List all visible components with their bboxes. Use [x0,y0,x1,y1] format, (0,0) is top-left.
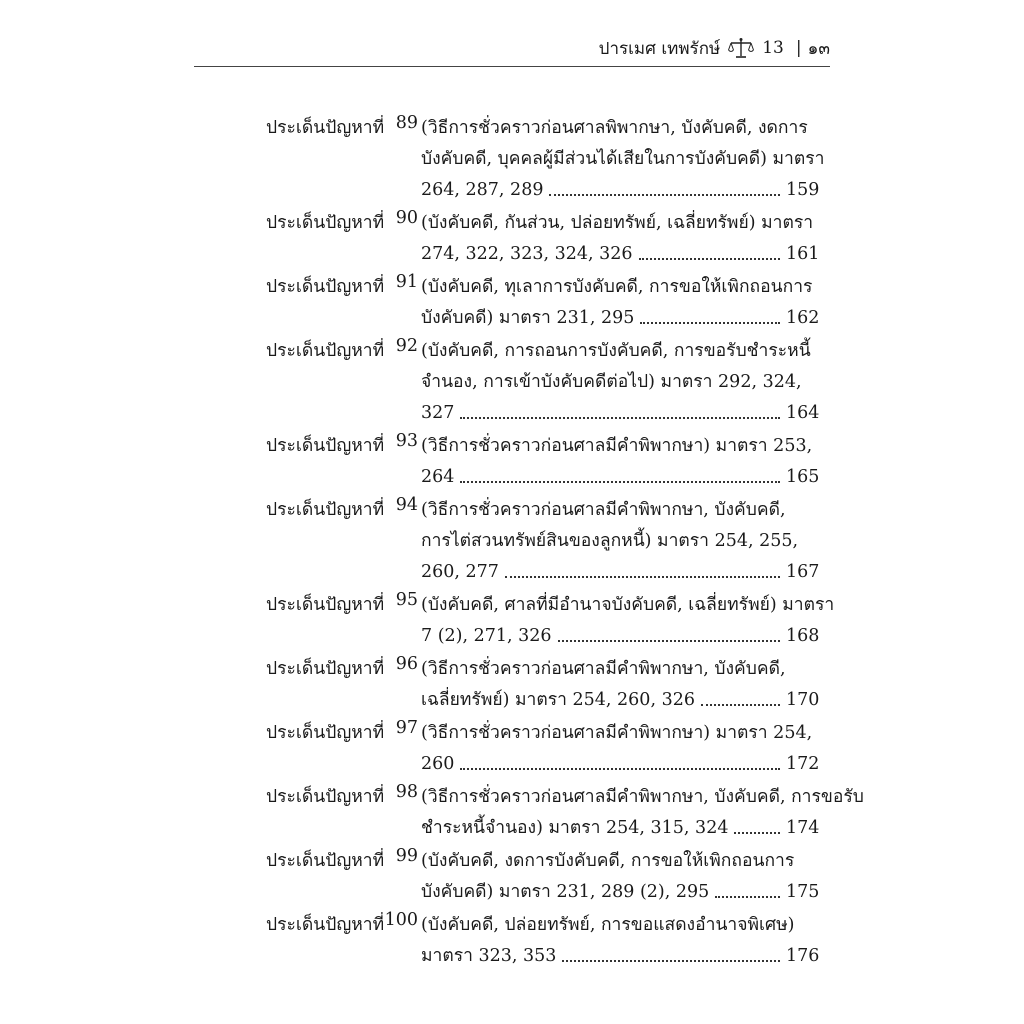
description-text: 260 [421,754,455,774]
dot-leader [640,303,780,324]
toc-list [266,113,864,974]
issue-description [421,718,818,780]
description-line [421,208,818,239]
description-text: 260, 277 [421,562,499,582]
page-reference: 172 [786,754,820,774]
issue-description [421,208,818,270]
description-text: (วิธีการชั่วคราวก่อนศาลมีคำพิพากษา, บังคับคดี, การขอรับ [421,787,864,807]
description-line [421,718,818,749]
issue-label: ประเด็นปัญหาที่ [266,500,385,520]
description-text: (วิธีการชั่วคราวก่อนศาลมีคำพิพากษา, บังคับคดี, [421,659,786,679]
description-line [421,431,818,462]
description-text: (บังคับคดี, ศาลที่มีอำนาจบังคับคดี, เฉลี่ยทรัพย์) มาตรา [421,595,835,615]
description-line [421,272,818,303]
description-line [421,846,818,877]
issue-description [421,336,818,429]
issue-number: 91 [395,272,418,292]
toc-entry [266,910,818,972]
dot-leader [701,685,780,706]
issue-description [421,782,864,844]
issue-label: ประเด็นปัญหาที่ [266,341,385,361]
description-text: 264, 287, 289 [421,180,544,200]
page-reference: 159 [786,180,820,200]
toc-entry [266,495,818,588]
page-reference: 175 [786,882,820,902]
page-reference: 164 [786,403,820,423]
issue-number: 99 [395,846,418,866]
issue-number: 94 [395,495,418,515]
issue-description [421,846,818,908]
toc-entry [266,718,818,780]
description-line [421,813,818,844]
description-line [421,144,825,175]
issue-label: ประเด็นปัญหาที่ [266,915,385,935]
description-text: บังคับคดี) มาตรา 231, 289 (2), 295 [421,882,710,902]
dot-leader [715,877,780,898]
issue-label: ประเด็นปัญหาที่ [266,436,385,456]
page-reference: 165 [786,467,820,487]
toc-entry [266,113,825,206]
description-line [421,749,818,780]
description-text: (วิธีการชั่วคราวก่อนศาลมีคำพิพากษา, บังคับคดี, [421,500,786,520]
description-line [421,621,818,652]
issue-label: ประเด็นปัญหาที่ [266,595,385,615]
dot-leader [460,398,780,419]
description-line [421,336,818,367]
description-text: มาตรา 323, 353 [421,946,557,966]
description-text: (บังคับคดี, ทุเลาการบังคับคดี, การขอให้เพิกถอนการ [421,277,813,297]
description-line [421,526,818,557]
issue-description [421,272,818,334]
issue-number: 96 [395,654,418,674]
toc-entry [266,431,818,493]
issue-label: ประเด็นปัญหาที่ [266,851,385,871]
dot-leader [734,813,780,834]
issue-number: 100 [384,910,418,930]
page-number: 13 [762,38,784,58]
scales-of-justice-icon [728,37,754,59]
description-line [421,113,818,144]
toc-entry [266,336,818,429]
page-reference: 174 [786,818,820,838]
dot-leader [562,941,780,962]
description-line [421,303,818,334]
description-text: (วิธีการชั่วคราวก่อนศาลมีคำพิพากษา) มาตรา 254, [421,723,813,743]
description-line [421,462,818,493]
page-reference: 170 [786,690,820,710]
page-reference: 168 [786,626,820,646]
description-text: จำนอง, การเข้าบังคับคดีต่อไป) มาตรา 292, 324, [421,372,802,392]
description-line [421,590,835,621]
issue-label: ประเด็นปัญหาที่ [266,118,385,138]
description-text: (วิธีการชั่วคราวก่อนศาลพิพากษา, บังคับคดี, งดการ [421,118,808,138]
description-line [421,910,818,941]
page-reference: 162 [786,308,820,328]
issue-label: ประเด็นปัญหาที่ [266,659,385,679]
description-line [421,654,818,685]
description-text: (บังคับคดี, การถอนการบังคับคดี, การขอรับชำระหนี้ [421,341,811,361]
description-text: การไต่สวนทรัพย์สินของลูกหนี้) มาตรา 254, 255, [421,531,799,551]
issue-number: 89 [395,113,418,133]
dot-leader [639,239,780,260]
page-header [194,30,830,67]
dot-leader [549,175,780,196]
description-text: (วิธีการชั่วคราวก่อนศาลมีคำพิพากษา) มาตรา 253, [421,436,813,456]
dot-leader [505,557,780,578]
toc-entry [266,846,818,908]
issue-number: 98 [395,782,418,802]
toc-entry [266,654,818,716]
issue-description [421,590,835,652]
description-text: 274, 322, 323, 324, 326 [421,244,633,264]
dot-leader [460,462,780,483]
issue-number: 95 [395,590,418,610]
page-number-thai: ๑๓ [807,38,830,59]
issue-label: ประเด็นปัญหาที่ [266,787,385,807]
issue-description [421,113,825,206]
description-text: (บังคับคดี, กันส่วน, ปล่อยทรัพย์, เฉลี่ยทรัพย์) มาตรา [421,213,814,233]
description-line [421,557,818,588]
issue-label: ประเด็นปัญหาที่ [266,213,385,233]
description-line [421,782,864,813]
description-text: (บังคับคดี, ปล่อยทรัพย์, การขอแสดงอำนาจพิเศษ) [421,915,795,935]
description-line [421,877,818,908]
issue-number: 93 [395,431,418,451]
issue-number: 97 [395,718,418,738]
description-line [421,239,818,270]
description-text: 7 (2), 271, 326 [421,626,552,646]
description-text: 264 [421,467,455,487]
dot-leader [558,621,780,642]
page-reference: 176 [786,946,820,966]
description-text: บังคับคดี) มาตรา 231, 295 [421,308,635,328]
description-line [421,367,818,398]
description-line [421,685,818,716]
page-reference: 167 [786,562,820,582]
description-line [421,398,818,429]
dot-leader [460,749,780,770]
toc-entry [266,782,864,844]
issue-number: 90 [395,208,418,228]
issue-description [421,431,818,493]
toc-entry [266,590,835,652]
description-text: บังคับคดี, บุคคลผู้มีส่วนได้เสียในการบังคับคดี) มาตรา [421,149,825,169]
toc-entry [266,208,818,270]
issue-description [421,910,818,972]
page-reference: 161 [786,244,820,264]
description-text: (บังคับคดี, งดการบังคับคดี, การขอให้เพิกถอนการ [421,851,795,871]
description-text: เฉลี่ยทรัพย์) มาตรา 254, 260, 326 [421,690,695,710]
author-name: ปารเมศ เทพรักษ์ [598,38,721,59]
issue-number: 92 [395,336,418,356]
description-line [421,941,818,972]
description-text: ชำระหนี้จำนอง) มาตรา 254, 315, 324 [421,818,729,838]
issue-label: ประเด็นปัญหาที่ [266,277,385,297]
toc-entry [266,272,818,334]
description-text: 327 [421,403,455,423]
description-line [421,175,818,206]
issue-description [421,495,818,588]
issue-description [421,654,818,716]
issue-label: ประเด็นปัญหาที่ [266,723,385,743]
description-line [421,495,818,526]
header-separator: | [795,38,802,58]
